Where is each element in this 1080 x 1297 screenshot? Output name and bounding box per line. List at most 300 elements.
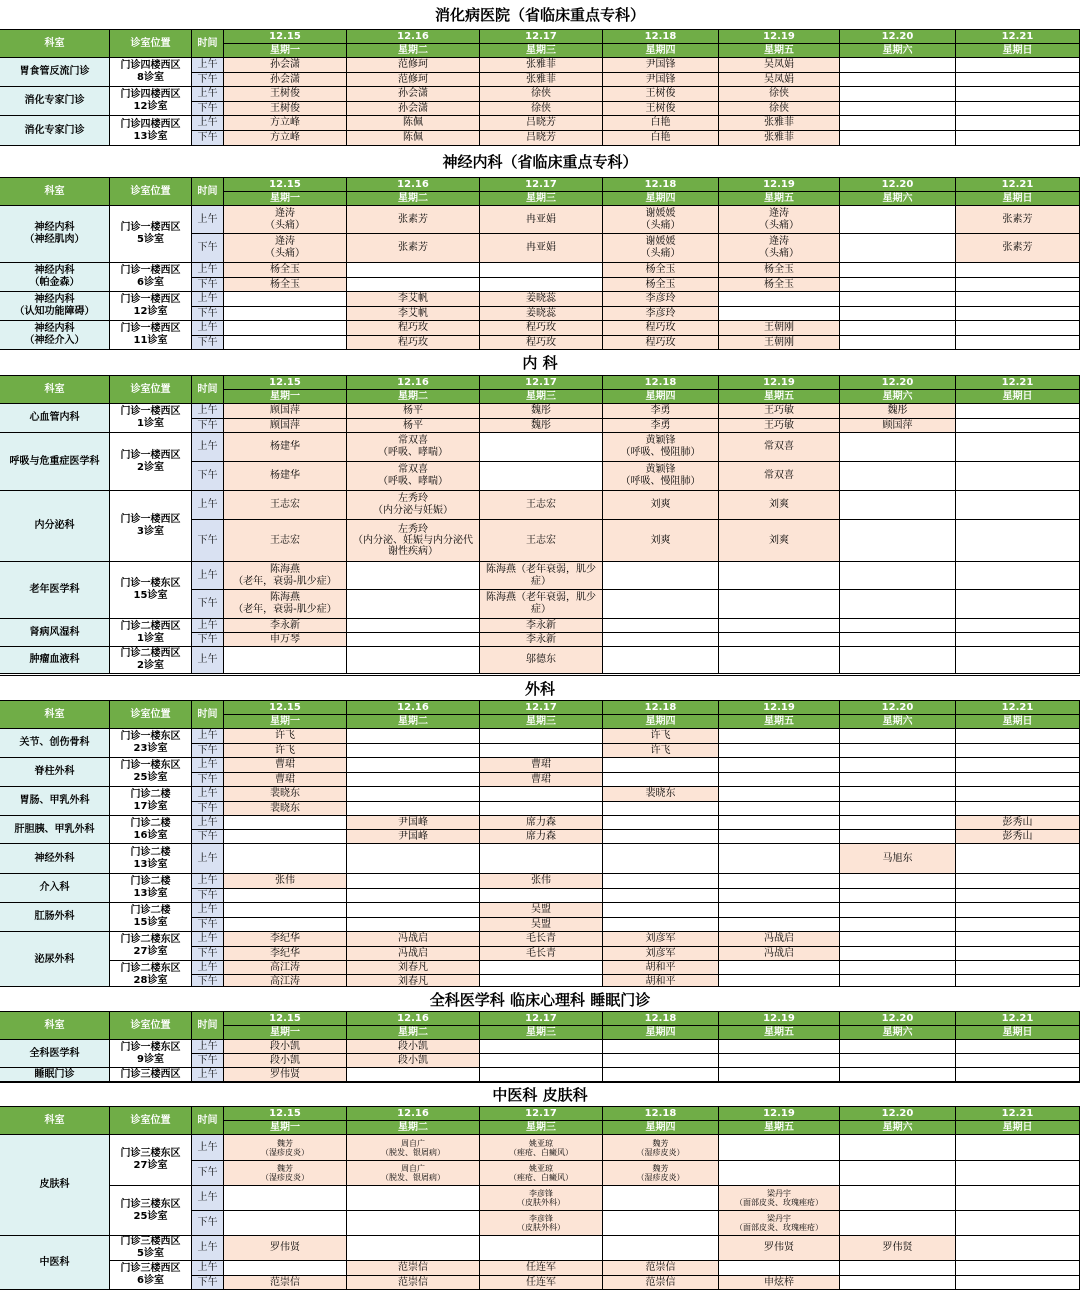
header-date: 12.21 [956, 30, 1080, 44]
doctor-cell: 段小凯 [224, 1054, 347, 1068]
empty-slot [480, 433, 603, 462]
empty-slot [603, 844, 719, 874]
time-cell: 上午 [192, 729, 224, 744]
department-cell: 消化专家门诊 [0, 87, 110, 116]
header-date: 12.18 [603, 1012, 719, 1026]
doctor-cell: 杨建华 [224, 462, 347, 491]
doctor-cell: 范崇信 [603, 1276, 719, 1290]
empty-slot [840, 131, 956, 146]
department-cell: 皮肤科 [0, 1135, 110, 1236]
empty-slot [480, 787, 603, 802]
empty-slot [840, 73, 956, 87]
empty-slot [956, 307, 1080, 321]
location-cell: 门诊二楼西区 2诊室 [110, 647, 192, 674]
empty-slot [480, 802, 603, 816]
empty-slot [719, 307, 840, 321]
empty-slot [840, 1276, 956, 1290]
empty-slot [480, 1040, 603, 1054]
empty-slot [840, 903, 956, 918]
doctor-cell: 魏芳 （湿疹皮炎） [603, 1135, 719, 1161]
empty-slot [956, 918, 1080, 932]
department-cell: 神经内科 （神经介入） [0, 321, 110, 350]
header-dept: 科室 [0, 178, 110, 206]
department-cell: 肛肠外科 [0, 903, 110, 932]
location-cell: 门诊三楼西区 [110, 1068, 192, 1082]
empty-slot [840, 889, 956, 903]
doctor-cell: 杨全玉 [224, 263, 347, 278]
doctor-cell: 高江涛 [224, 975, 347, 989]
doctor-cell: 杨建华 [224, 433, 347, 462]
empty-slot [840, 520, 956, 562]
doctor-cell: 李纪华 [224, 947, 347, 961]
header-time: 时间 [192, 376, 224, 404]
header-date: 12.21 [956, 1107, 1080, 1121]
empty-slot [347, 787, 480, 802]
header-weekday: 星期一 [224, 390, 347, 404]
empty-slot [840, 1161, 956, 1186]
doctor-cell: 毛长青 [480, 932, 603, 947]
header-weekday: 星期四 [603, 1121, 719, 1135]
doctor-cell: 王志宏 [480, 491, 603, 520]
doctor-cell: 冯战启 [347, 947, 480, 961]
empty-slot [840, 633, 956, 647]
empty-slot [603, 903, 719, 918]
header-weekday: 星期日 [956, 1121, 1080, 1135]
header-weekday: 星期六 [840, 715, 956, 729]
empty-slot [956, 961, 1080, 975]
header-date: 12.20 [840, 376, 956, 390]
header-weekday: 星期六 [840, 1026, 956, 1040]
empty-slot [347, 889, 480, 903]
doctor-cell: 魏彤 [480, 419, 603, 433]
doctor-cell: 吴盟 [480, 903, 603, 918]
empty-slot [347, 1068, 480, 1082]
time-cell: 上午 [192, 491, 224, 520]
empty-slot [840, 58, 956, 73]
empty-slot [719, 961, 840, 975]
time-cell: 下午 [192, 278, 224, 292]
empty-slot [719, 619, 840, 633]
location-cell: 门诊三楼西区 5诊室 [110, 1236, 192, 1261]
empty-slot [603, 1211, 719, 1236]
empty-slot [719, 1068, 840, 1082]
location-cell: 门诊二楼 16诊室 [110, 816, 192, 844]
doctor-cell: 李彦玲 [603, 307, 719, 321]
header-location: 诊室位置 [110, 178, 192, 206]
time-cell: 上午 [192, 87, 224, 102]
empty-slot [956, 336, 1080, 350]
location-cell: 门诊二楼 13诊室 [110, 874, 192, 903]
time-cell: 下午 [192, 1211, 224, 1236]
section-title: 中医科 皮肤科 [0, 1082, 1080, 1107]
empty-slot [956, 1236, 1080, 1261]
doctor-cell: 王巧敏 [719, 419, 840, 433]
header-weekday: 星期四 [603, 715, 719, 729]
header-weekday: 星期二 [347, 1026, 480, 1040]
time-cell: 下午 [192, 1161, 224, 1186]
doctor-cell: 彭秀山 [956, 830, 1080, 844]
department-cell: 内分泌科 [0, 491, 110, 562]
header-date: 12.21 [956, 1012, 1080, 1026]
empty-slot [603, 918, 719, 932]
location-cell: 门诊一楼西区 3诊室 [110, 491, 192, 562]
section-title: 内 科 [0, 349, 1080, 376]
header-date: 12.15 [224, 1012, 347, 1026]
empty-slot [603, 647, 719, 674]
empty-slot [840, 758, 956, 773]
header-weekday: 星期一 [224, 192, 347, 206]
header-date: 12.16 [347, 30, 480, 44]
header-date: 12.20 [840, 178, 956, 192]
location-cell: 门诊四楼西区 12诊室 [110, 87, 192, 116]
department-cell: 神经内科 （认知功能障碍） [0, 292, 110, 321]
doctor-cell: 许飞 [603, 744, 719, 758]
time-cell: 上午 [192, 816, 224, 830]
empty-slot [224, 292, 347, 307]
empty-slot [840, 619, 956, 633]
header-weekday: 星期四 [603, 1026, 719, 1040]
doctor-cell: 程巧玫 [347, 336, 480, 350]
header-date: 12.16 [347, 178, 480, 192]
header-date: 12.17 [480, 1107, 603, 1121]
empty-slot [224, 647, 347, 674]
empty-slot [719, 787, 840, 802]
empty-slot [840, 321, 956, 336]
header-date: 12.17 [480, 30, 603, 44]
header-weekday: 星期二 [347, 192, 480, 206]
empty-slot [224, 307, 347, 321]
empty-slot [840, 433, 956, 462]
time-cell: 下午 [192, 889, 224, 903]
header-weekday: 星期六 [840, 390, 956, 404]
header-weekday: 星期三 [480, 1121, 603, 1135]
empty-slot [840, 830, 956, 844]
empty-slot [840, 562, 956, 590]
empty-slot [840, 773, 956, 787]
doctor-cell: 吕晓芳 [480, 131, 603, 146]
empty-slot [603, 830, 719, 844]
header-weekday: 星期三 [480, 44, 603, 58]
header-weekday: 星期四 [603, 44, 719, 58]
doctor-cell: 徐侠 [480, 87, 603, 102]
doctor-cell: 冯战启 [719, 932, 840, 947]
empty-slot [719, 1161, 840, 1186]
empty-slot [840, 729, 956, 744]
header-time: 时间 [192, 30, 224, 58]
location-cell: 门诊三楼东区 25诊室 [110, 1186, 192, 1236]
header-weekday: 星期五 [719, 192, 840, 206]
doctor-cell: 李永新 [480, 633, 603, 647]
empty-slot [603, 590, 719, 619]
header-date: 12.18 [603, 178, 719, 192]
time-cell: 上午 [192, 206, 224, 234]
empty-slot [956, 1040, 1080, 1054]
doctor-cell: 邬德东 [480, 647, 603, 674]
doctor-cell: 杨全玉 [719, 263, 840, 278]
time-cell: 下午 [192, 234, 224, 263]
doctor-cell: 谢媛媛 （头痛） [603, 206, 719, 234]
empty-slot [956, 1186, 1080, 1211]
doctor-cell: 谢媛媛 （头痛） [603, 234, 719, 263]
department-cell: 肝胆胰、甲乳外科 [0, 816, 110, 844]
doctor-cell: 裴晓东 [224, 787, 347, 802]
department-cell: 肾病风湿科 [0, 619, 110, 647]
empty-slot [840, 647, 956, 674]
doctor-cell: 裴晓东 [224, 802, 347, 816]
doctor-cell: 曹珺 [480, 773, 603, 787]
empty-slot [956, 87, 1080, 102]
section-title: 消化病医院（省临床重点专科） [0, 0, 1080, 30]
doctor-cell: 曹珺 [480, 758, 603, 773]
doctor-cell: 任连军 [480, 1276, 603, 1290]
empty-slot [956, 1068, 1080, 1082]
empty-slot [719, 647, 840, 674]
empty-slot [840, 1054, 956, 1068]
time-cell: 上午 [192, 758, 224, 773]
empty-slot [603, 802, 719, 816]
empty-slot [224, 903, 347, 918]
empty-slot [840, 116, 956, 131]
time-cell: 上午 [192, 1068, 224, 1082]
empty-slot [956, 619, 1080, 633]
empty-slot [840, 263, 956, 278]
empty-slot [603, 816, 719, 830]
header-date: 12.19 [719, 376, 840, 390]
header-date: 12.15 [224, 1107, 347, 1121]
department-cell: 关节、创伤骨科 [0, 729, 110, 758]
doctor-cell: 李艾帆 [347, 307, 480, 321]
doctor-cell: 吕晓芳 [480, 116, 603, 131]
empty-slot [956, 73, 1080, 87]
time-cell: 上午 [192, 1040, 224, 1054]
header-weekday: 星期一 [224, 1026, 347, 1040]
doctor-cell: 范崇信 [347, 1261, 480, 1276]
empty-slot [956, 787, 1080, 802]
header-weekday: 星期一 [224, 44, 347, 58]
doctor-cell: 王巧敏 [719, 404, 840, 419]
header-date: 12.15 [224, 178, 347, 192]
empty-slot [956, 744, 1080, 758]
time-cell: 上午 [192, 1236, 224, 1261]
time-cell: 上午 [192, 292, 224, 307]
doctor-cell: 李艾帆 [347, 292, 480, 307]
header-date: 12.17 [480, 178, 603, 192]
time-cell: 上午 [192, 647, 224, 674]
header-date: 12.15 [224, 376, 347, 390]
doctor-cell: 刘爽 [603, 520, 719, 562]
empty-slot [347, 633, 480, 647]
empty-slot [956, 874, 1080, 889]
empty-slot [840, 1135, 956, 1161]
empty-slot [956, 404, 1080, 419]
doctor-cell: 刘彦军 [603, 932, 719, 947]
doctor-cell: 魏芳 （湿疹皮炎） [603, 1161, 719, 1186]
doctor-cell: 逄涛 （头痛） [719, 234, 840, 263]
header-weekday: 星期日 [956, 715, 1080, 729]
doctor-cell: 刘爽 [603, 491, 719, 520]
doctor-cell: 徐侠 [480, 102, 603, 116]
header-weekday: 星期三 [480, 715, 603, 729]
department-cell: 介入科 [0, 874, 110, 903]
location-cell: 门诊一楼西区 5诊室 [110, 206, 192, 263]
empty-slot [347, 844, 480, 874]
doctor-cell: 刘爽 [719, 491, 840, 520]
doctor-cell: 吴凤娟 [719, 58, 840, 73]
doctor-cell: 王树俊 [224, 87, 347, 102]
header-date: 12.18 [603, 701, 719, 715]
doctor-cell: 张素芳 [347, 234, 480, 263]
doctor-cell: 罗伟贤 [719, 1236, 840, 1261]
doctor-cell: 尹国锋 [603, 73, 719, 87]
empty-slot [480, 889, 603, 903]
doctor-cell: 张伟 [224, 874, 347, 889]
doctor-cell: 杨平 [347, 419, 480, 433]
doctor-cell: 魏彤 [840, 404, 956, 419]
empty-slot [347, 647, 480, 674]
empty-slot [719, 1135, 840, 1161]
doctor-cell: 杨全玉 [603, 263, 719, 278]
header-weekday: 星期五 [719, 1026, 840, 1040]
department-cell: 脊柱外科 [0, 758, 110, 787]
doctor-cell: 杨全玉 [719, 278, 840, 292]
empty-slot [719, 1054, 840, 1068]
doctor-cell: 范崇信 [347, 1276, 480, 1290]
doctor-cell: 王志宏 [224, 491, 347, 520]
doctor-cell: 周自广 （脱发、银屑病） [347, 1135, 480, 1161]
doctor-cell: 顾国萍 [224, 419, 347, 433]
doctor-cell: 左秀玲 （内分泌与妊娠） [347, 491, 480, 520]
empty-slot [956, 802, 1080, 816]
location-cell: 门诊一楼西区 1诊室 [110, 404, 192, 433]
header-location: 诊室位置 [110, 30, 192, 58]
doctor-cell: 杨全玉 [224, 278, 347, 292]
empty-slot [347, 1211, 480, 1236]
header-date: 12.16 [347, 376, 480, 390]
doctor-cell: 张素芳 [956, 206, 1080, 234]
doctor-cell: 姜晓蕊 [480, 307, 603, 321]
header-weekday: 星期三 [480, 192, 603, 206]
department-cell: 睡眠门诊 [0, 1068, 110, 1082]
time-cell: 下午 [192, 419, 224, 433]
header-time: 时间 [192, 701, 224, 729]
doctor-cell: 彭秀山 [956, 816, 1080, 830]
doctor-cell: 范修珂 [347, 73, 480, 87]
time-cell: 下午 [192, 73, 224, 87]
doctor-cell: 冉亚娟 [480, 234, 603, 263]
header-date: 12.19 [719, 701, 840, 715]
empty-slot [840, 1211, 956, 1236]
header-dept: 科室 [0, 1107, 110, 1135]
doctor-cell: 冉亚娟 [480, 206, 603, 234]
empty-slot [719, 874, 840, 889]
doctor-cell: 陈海燕（老年衰弱，肌少 症） [480, 590, 603, 619]
doctor-cell: 曹珺 [224, 773, 347, 787]
doctor-cell: 李永新 [224, 619, 347, 633]
doctor-cell: 尹国峰 [347, 816, 480, 830]
empty-slot [480, 263, 603, 278]
empty-slot [603, 562, 719, 590]
location-cell: 门诊二楼东区 27诊室 [110, 932, 192, 961]
time-cell: 下午 [192, 975, 224, 989]
header-weekday: 星期五 [719, 390, 840, 404]
department-cell: 心血管内科 [0, 404, 110, 433]
empty-slot [956, 102, 1080, 116]
doctor-cell: 常双喜 [719, 462, 840, 491]
doctor-cell: 逄涛 （头痛） [224, 234, 347, 263]
header-location: 诊室位置 [110, 376, 192, 404]
doctor-cell: 程巧玫 [347, 321, 480, 336]
header-dept: 科室 [0, 376, 110, 404]
header-date: 12.15 [224, 30, 347, 44]
doctor-cell: 顾国萍 [224, 404, 347, 419]
header-date: 12.19 [719, 1107, 840, 1121]
empty-slot [480, 961, 603, 975]
doctor-cell: 范崇信 [224, 1276, 347, 1290]
empty-slot [603, 633, 719, 647]
doctor-cell: 段小凯 [347, 1054, 480, 1068]
time-cell: 上午 [192, 404, 224, 419]
empty-slot [719, 758, 840, 773]
empty-slot [956, 1211, 1080, 1236]
header-date: 12.16 [347, 1107, 480, 1121]
doctor-cell: 张雅菲 [480, 58, 603, 73]
empty-slot [956, 433, 1080, 462]
doctor-cell: 王树俊 [224, 102, 347, 116]
doctor-cell: 马旭东 [840, 844, 956, 874]
empty-slot [956, 263, 1080, 278]
time-cell: 上午 [192, 263, 224, 278]
empty-slot [840, 336, 956, 350]
doctor-cell: 申万琴 [224, 633, 347, 647]
empty-slot [956, 889, 1080, 903]
header-weekday: 星期五 [719, 715, 840, 729]
empty-slot [719, 562, 840, 590]
empty-slot [347, 758, 480, 773]
doctor-cell: 孙会潇 [347, 102, 480, 116]
empty-slot [956, 131, 1080, 146]
empty-slot [224, 816, 347, 830]
doctor-cell: 罗伟贤 [224, 1236, 347, 1261]
department-cell: 神经内科 （神经肌肉） [0, 206, 110, 263]
doctor-cell: 许飞 [603, 729, 719, 744]
doctor-cell: 魏芳 （湿疹皮炎） [224, 1161, 347, 1186]
header-weekday: 星期六 [840, 192, 956, 206]
empty-slot [224, 1211, 347, 1236]
doctor-cell: 孙会潇 [347, 87, 480, 102]
time-cell: 上午 [192, 961, 224, 975]
header-date: 12.21 [956, 178, 1080, 192]
doctor-cell: 刘爽 [719, 520, 840, 562]
header-weekday: 星期六 [840, 44, 956, 58]
empty-slot [719, 830, 840, 844]
header-weekday: 星期二 [347, 715, 480, 729]
doctor-cell: 刘春凡 [347, 975, 480, 989]
doctor-cell: 陈海燕 （老年，衰弱-肌少症） [224, 562, 347, 590]
location-cell: 门诊四楼西区 8诊室 [110, 58, 192, 87]
empty-slot [956, 491, 1080, 520]
header-time: 时间 [192, 1012, 224, 1040]
header-location: 诊室位置 [110, 1107, 192, 1135]
time-cell: 下午 [192, 590, 224, 619]
doctor-cell: 胡和平 [603, 975, 719, 989]
header-date: 12.20 [840, 30, 956, 44]
empty-slot [224, 844, 347, 874]
time-cell: 下午 [192, 947, 224, 961]
time-cell: 上午 [192, 433, 224, 462]
section-title: 外科 [0, 675, 1080, 701]
doctor-cell: 白艳 [603, 131, 719, 146]
time-cell: 上午 [192, 58, 224, 73]
